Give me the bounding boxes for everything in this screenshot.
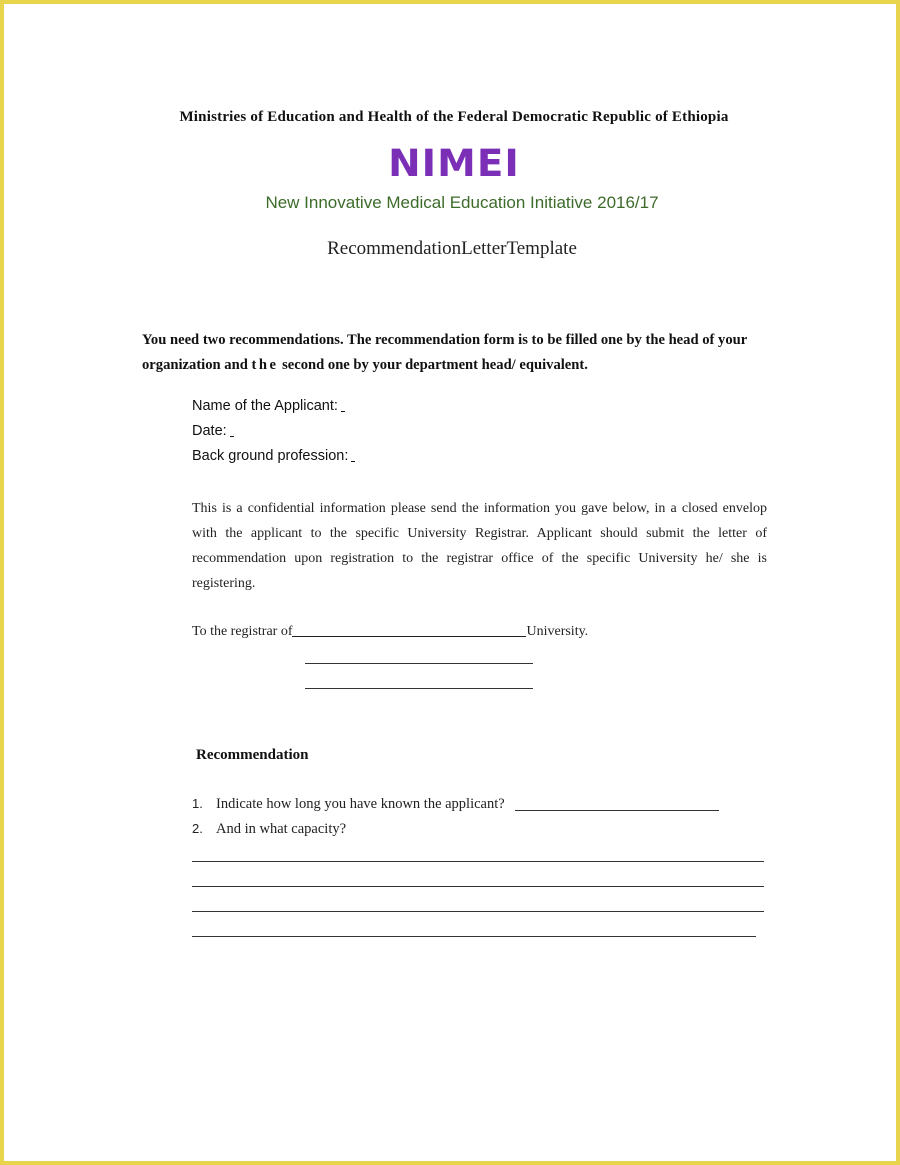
applicant-name-field[interactable] <box>192 398 345 414</box>
applicant-name-label: Name of the Applicant: <box>192 398 338 414</box>
answer-line-2[interactable] <box>192 886 764 887</box>
background-profession-label: Back ground profession: <box>192 448 349 464</box>
date-blank[interactable] <box>230 424 234 437</box>
document-title: RecommendationLetterTemplate <box>327 238 577 259</box>
question-1 <box>192 796 719 813</box>
intro-text-2: the <box>251 357 279 373</box>
answer-line-4[interactable] <box>192 936 756 937</box>
confidential-paragraph: This is a confidential information please send the information you gave below, in a closed envelop with the applicant to the specific University Registrar. Applicant should submit the letter of recommendation upon registration to the registrar office of the specific University he/ she is registering. <box>192 501 767 591</box>
answer-line-1[interactable] <box>192 861 764 862</box>
nimei-logo: NIMEI <box>388 142 520 185</box>
recommendation-heading: Recommendation <box>196 747 309 763</box>
initiative-subtitle: New Innovative Medical Education Initiative 2016/17 <box>265 193 659 212</box>
date-label: Date: <box>192 423 227 439</box>
answer-line-3[interactable] <box>192 911 764 912</box>
intro-text-1: You need two recommendations. The recommendation form is to be filled one by the head of your organization and <box>142 332 747 373</box>
university-name-blank[interactable] <box>292 622 526 637</box>
question-1-number: 1. <box>192 796 203 811</box>
question-1-answer-blank[interactable] <box>515 796 719 811</box>
background-profession-field[interactable] <box>192 448 355 464</box>
registrar-suffix: University. <box>526 624 589 639</box>
applicant-name-blank[interactable] <box>341 399 345 412</box>
intro-text-3: second one by your department head/ equivalent. <box>278 357 588 373</box>
intro-instructions <box>142 328 762 378</box>
question-2-text: And in what capacity? <box>216 821 347 837</box>
question-1-text: Indicate how long you have known the applicant? <box>216 796 505 812</box>
date-field[interactable] <box>192 423 234 439</box>
registrar-line <box>192 622 588 640</box>
background-profession-blank[interactable] <box>351 449 355 462</box>
address-line-1[interactable] <box>305 663 533 664</box>
address-line-2[interactable] <box>305 688 533 689</box>
registrar-prefix: To the registrar of <box>192 624 293 639</box>
question-2 <box>192 821 346 838</box>
ministry-heading: Ministries of Education and Health of the Federal Democratic Republic of Ethiopia <box>179 109 729 125</box>
question-2-number: 2. <box>192 821 203 836</box>
